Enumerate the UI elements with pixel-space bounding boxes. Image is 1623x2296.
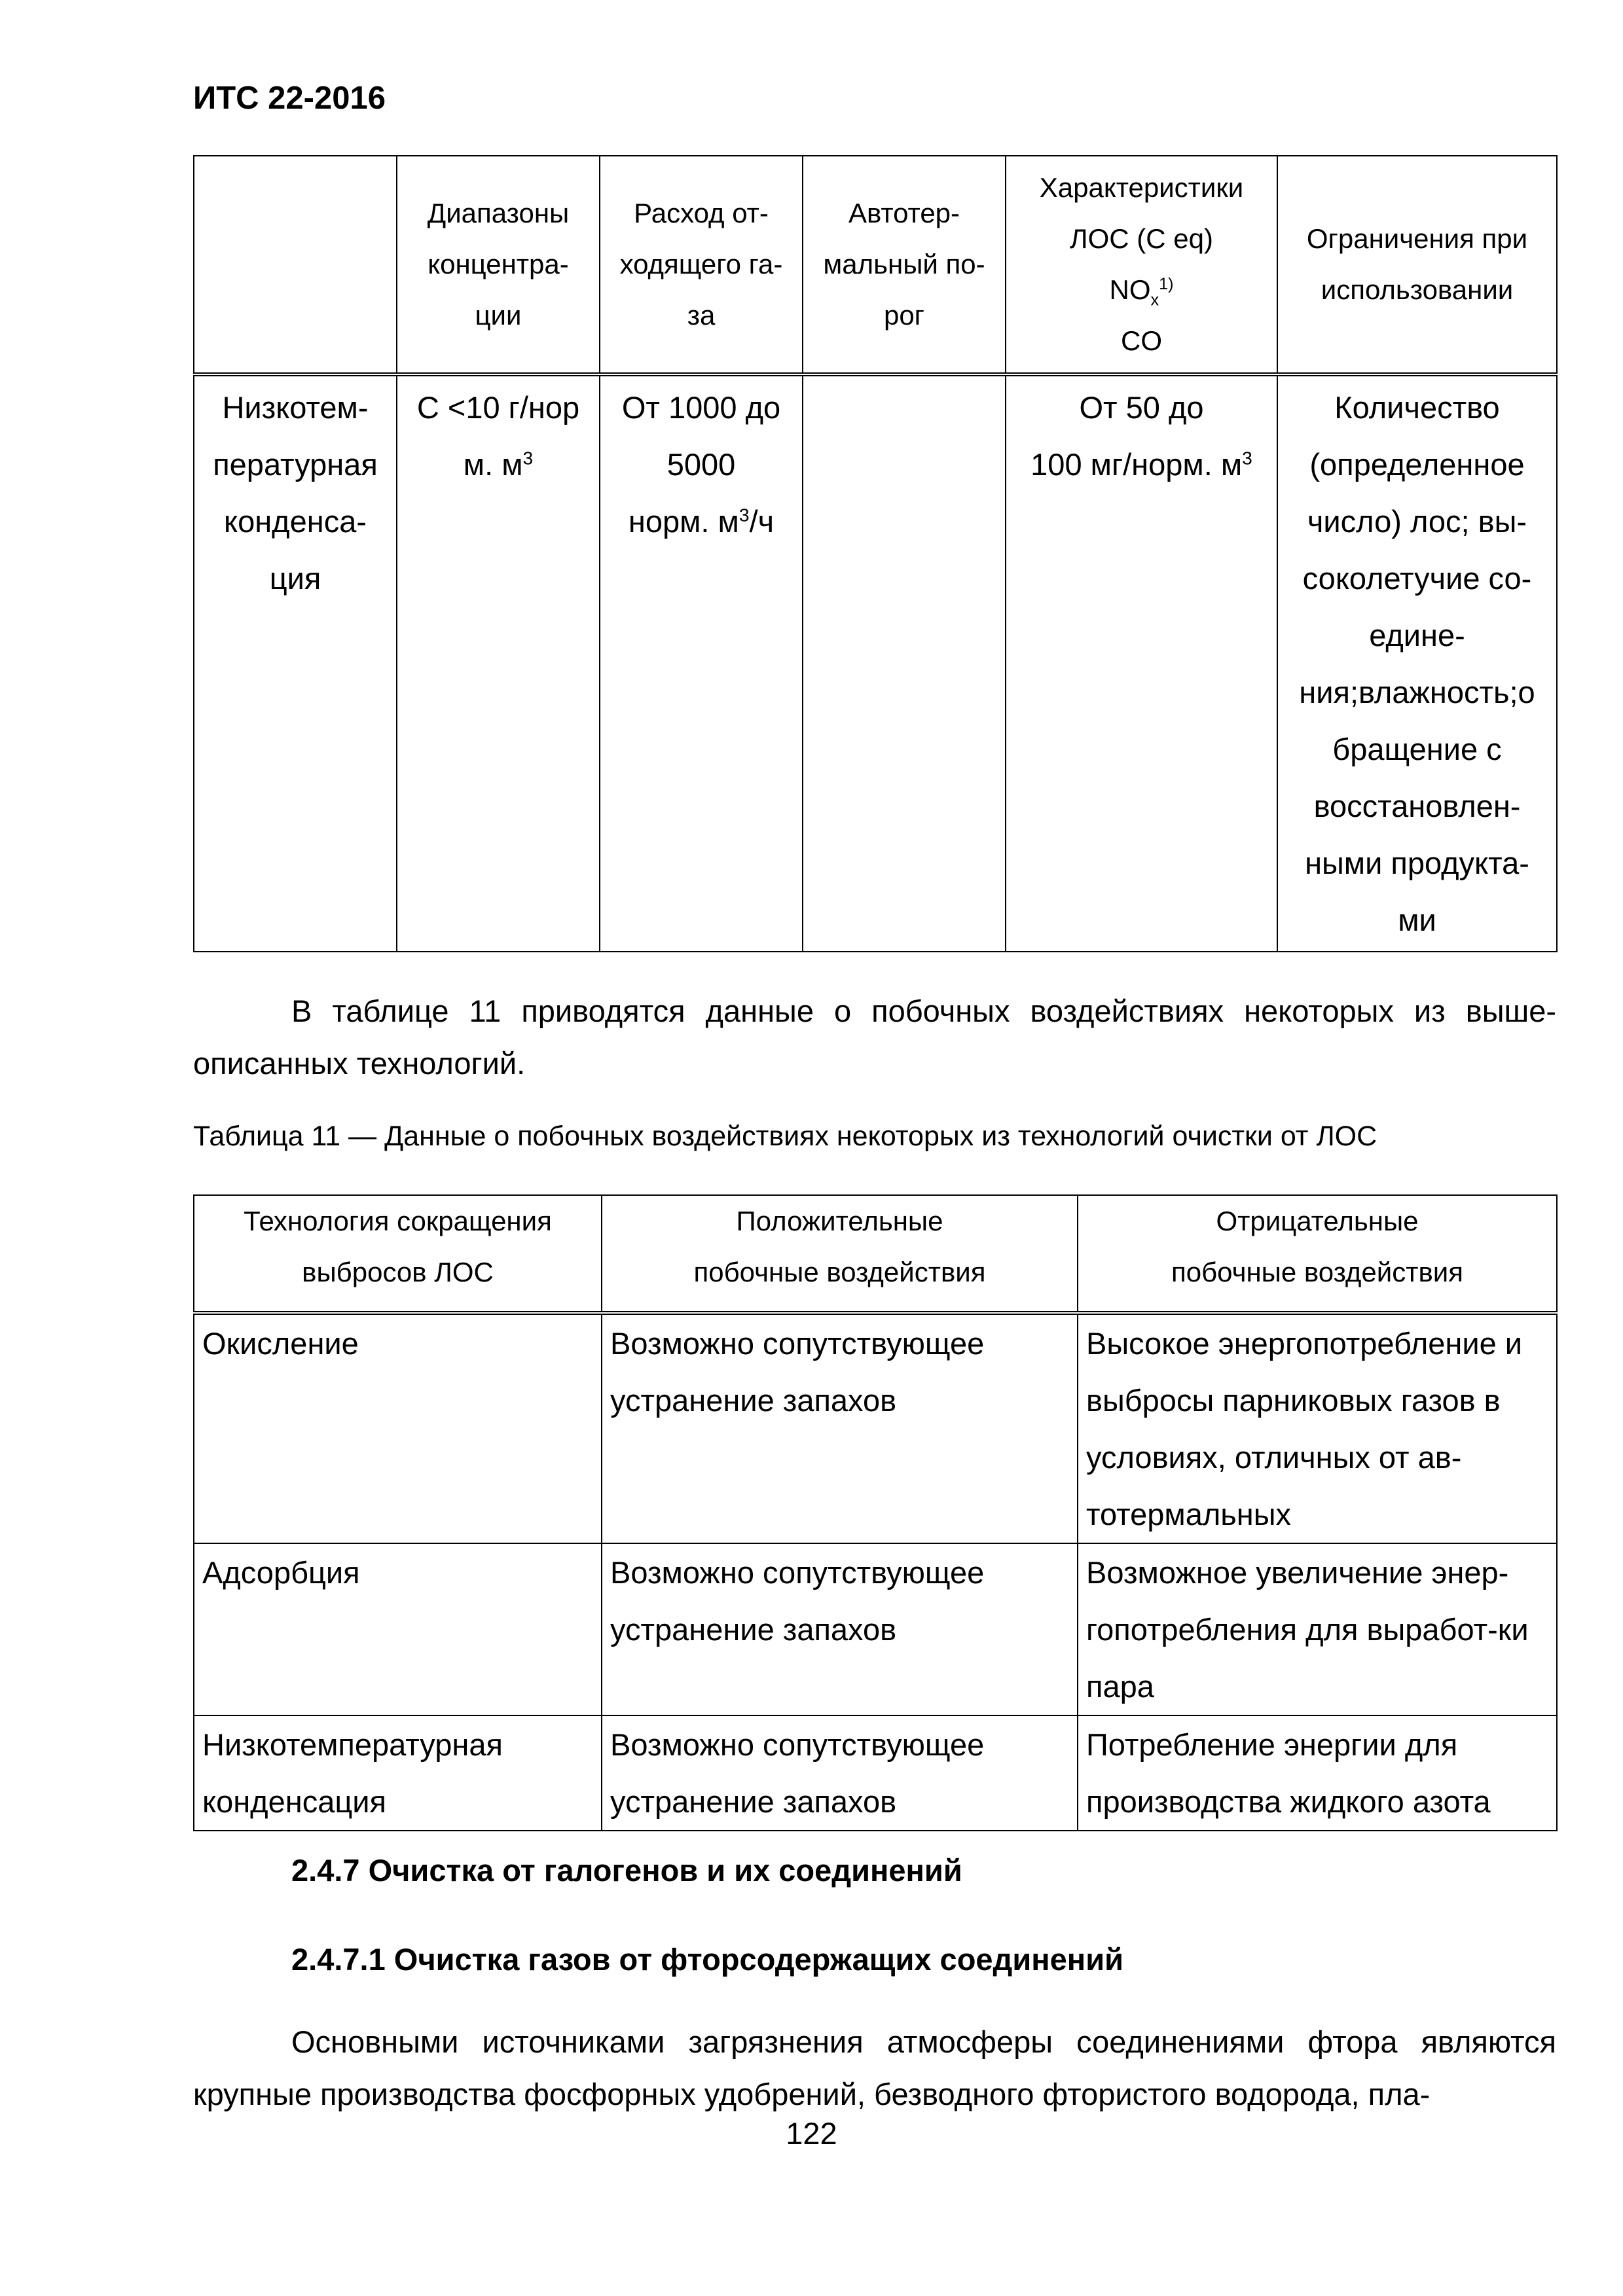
cell-positive: Возможно сопутствующее устранение запахов bbox=[602, 1543, 1078, 1715]
cell-line: ния;влажность;о bbox=[1299, 675, 1535, 709]
header-concentration-range bbox=[397, 156, 600, 374]
header-line: ции bbox=[475, 300, 522, 331]
header-line: рог bbox=[883, 300, 925, 331]
cell-technology: Низкотемпературная конденсация bbox=[194, 1715, 602, 1831]
nox-footnote: 1) bbox=[1159, 275, 1174, 293]
cell-technology bbox=[194, 374, 397, 952]
cell-text: 100 мг/норм. м bbox=[1030, 447, 1243, 482]
cell-line bbox=[1012, 436, 1271, 493]
table-caption: Таблица 11 — Данные о побочных воздействиях некоторых из технологий очистки от ЛОС bbox=[193, 1121, 1377, 1152]
header-gas-flow bbox=[600, 156, 803, 374]
header-line: Характеристики bbox=[1039, 172, 1244, 203]
header-line: CO bbox=[1121, 325, 1162, 356]
cell-negative: Высокое энергопотребление и выбросы парниковых газов в условиях, отличных от ав-тотермальных bbox=[1078, 1313, 1557, 1543]
header-line: Технология сокращения bbox=[244, 1206, 552, 1236]
cell-line: восстановлен- bbox=[1313, 789, 1521, 823]
cell-concentration bbox=[397, 374, 600, 952]
cell-text: /ч bbox=[749, 504, 775, 539]
cell-line: 5000 bbox=[666, 447, 736, 482]
cell-line: соколетучие со- bbox=[1302, 561, 1532, 596]
header-characteristics bbox=[1006, 156, 1277, 374]
cell-line: Количество bbox=[1334, 390, 1500, 425]
cell-positive: Возможно сопутствующее устранение запахов bbox=[602, 1715, 1078, 1831]
header-line: выбросов ЛОС bbox=[302, 1257, 494, 1287]
subsection-heading: 2.4.7.1 Очистка газов от фторсодержащих соединений bbox=[291, 1942, 1123, 1977]
header-line: концентра- bbox=[428, 249, 569, 279]
cell-text: м. м bbox=[463, 447, 523, 482]
cell-line: Низкотем- bbox=[222, 390, 369, 425]
header-line: Отрицательные bbox=[1216, 1206, 1419, 1236]
cell-text: норм. м bbox=[628, 504, 739, 539]
cell-line: ными продукта- bbox=[1305, 846, 1529, 880]
header-line: мальный по- bbox=[823, 249, 985, 279]
header-line: Автотер- bbox=[848, 198, 960, 228]
paragraph-text: В таблице 11 приводятся данные о побочных воздействиях некоторых из выше-описанных технологий. bbox=[193, 994, 1556, 1081]
header-line: Диапазоны bbox=[427, 198, 570, 228]
side-effects-table bbox=[193, 1194, 1558, 1831]
cell-line: От 1000 до bbox=[621, 390, 781, 425]
header-positive-effects bbox=[602, 1195, 1078, 1313]
nox-main: NO bbox=[1109, 274, 1151, 305]
nox-subscript: x bbox=[1150, 291, 1159, 310]
paragraph-fluorine-sources bbox=[193, 2016, 1556, 2121]
cell-line: число) лос; вы- bbox=[1307, 504, 1527, 539]
cell-flow bbox=[600, 374, 803, 952]
document-code: ИТС 22-2016 bbox=[193, 81, 386, 116]
section-heading: 2.4.7 Очистка от галогенов и их соединений bbox=[291, 1853, 962, 1888]
cell-line: ми bbox=[1398, 903, 1436, 937]
cell-negative: Потребление энергии для производства жидкого азота bbox=[1078, 1715, 1557, 1831]
header-line: ЛОС (С eq) bbox=[1070, 223, 1213, 254]
header-line: Положительные bbox=[736, 1206, 943, 1236]
cell-line: конденса- bbox=[224, 504, 367, 539]
table-row bbox=[194, 374, 1557, 952]
header-technology bbox=[194, 1195, 602, 1313]
cell-threshold bbox=[803, 374, 1006, 952]
superscript: 3 bbox=[1242, 447, 1252, 469]
page-number: 122 bbox=[786, 2116, 837, 2151]
table-header-row bbox=[194, 156, 1557, 374]
table-row bbox=[194, 1313, 1557, 1543]
cell-line: (определенное bbox=[1309, 447, 1525, 482]
cell-technology: Окисление bbox=[194, 1313, 602, 1543]
header-autothermal-threshold bbox=[803, 156, 1006, 374]
header-line: за bbox=[687, 300, 716, 331]
superscript: 3 bbox=[739, 504, 750, 526]
header-line: Расход от- bbox=[634, 198, 769, 228]
header-negative-effects bbox=[1078, 1195, 1557, 1313]
cell-line: ция bbox=[269, 561, 321, 596]
header-line: побочные воздействия bbox=[693, 1257, 986, 1287]
paragraph-text: Основными источниками загрязнения атмосферы соединениями фтора являются крупные производства фосфорных удобрений, безводного фтористого водорода, пла- bbox=[193, 2024, 1556, 2111]
cell-line: бращение с bbox=[1332, 732, 1502, 766]
table-header-row bbox=[194, 1195, 1557, 1313]
header-cell-empty bbox=[194, 156, 397, 374]
cell-line: едине- bbox=[1369, 618, 1465, 653]
header-line: Ограничения при bbox=[1306, 223, 1528, 254]
cell-line bbox=[403, 436, 594, 493]
header-line: использовании bbox=[1321, 274, 1514, 305]
cell-positive: Возможно сопутствующее устранение запахов bbox=[602, 1313, 1078, 1543]
header-limitations bbox=[1277, 156, 1557, 374]
header-line-nox bbox=[1010, 264, 1273, 315]
cell-line: С <10 г/нор bbox=[416, 390, 580, 425]
table-row bbox=[194, 1715, 1557, 1831]
paragraph-table-intro bbox=[193, 985, 1556, 1090]
cell-technology: Адсорбция bbox=[194, 1543, 602, 1715]
superscript: 3 bbox=[522, 447, 534, 469]
table-row bbox=[194, 1543, 1557, 1715]
cell-negative: Возможное увеличение энер-гопотребления для выработ-ки пара bbox=[1078, 1543, 1557, 1715]
cell-line: От 50 до bbox=[1079, 390, 1204, 425]
header-line: ходящего га- bbox=[619, 249, 783, 279]
cell-characteristics bbox=[1006, 374, 1277, 952]
cell-line bbox=[606, 493, 797, 550]
los-parameters-table bbox=[193, 155, 1558, 952]
cell-limitations bbox=[1277, 374, 1557, 952]
cell-line: пературная bbox=[213, 447, 378, 482]
header-line: побочные воздействия bbox=[1171, 1257, 1464, 1287]
